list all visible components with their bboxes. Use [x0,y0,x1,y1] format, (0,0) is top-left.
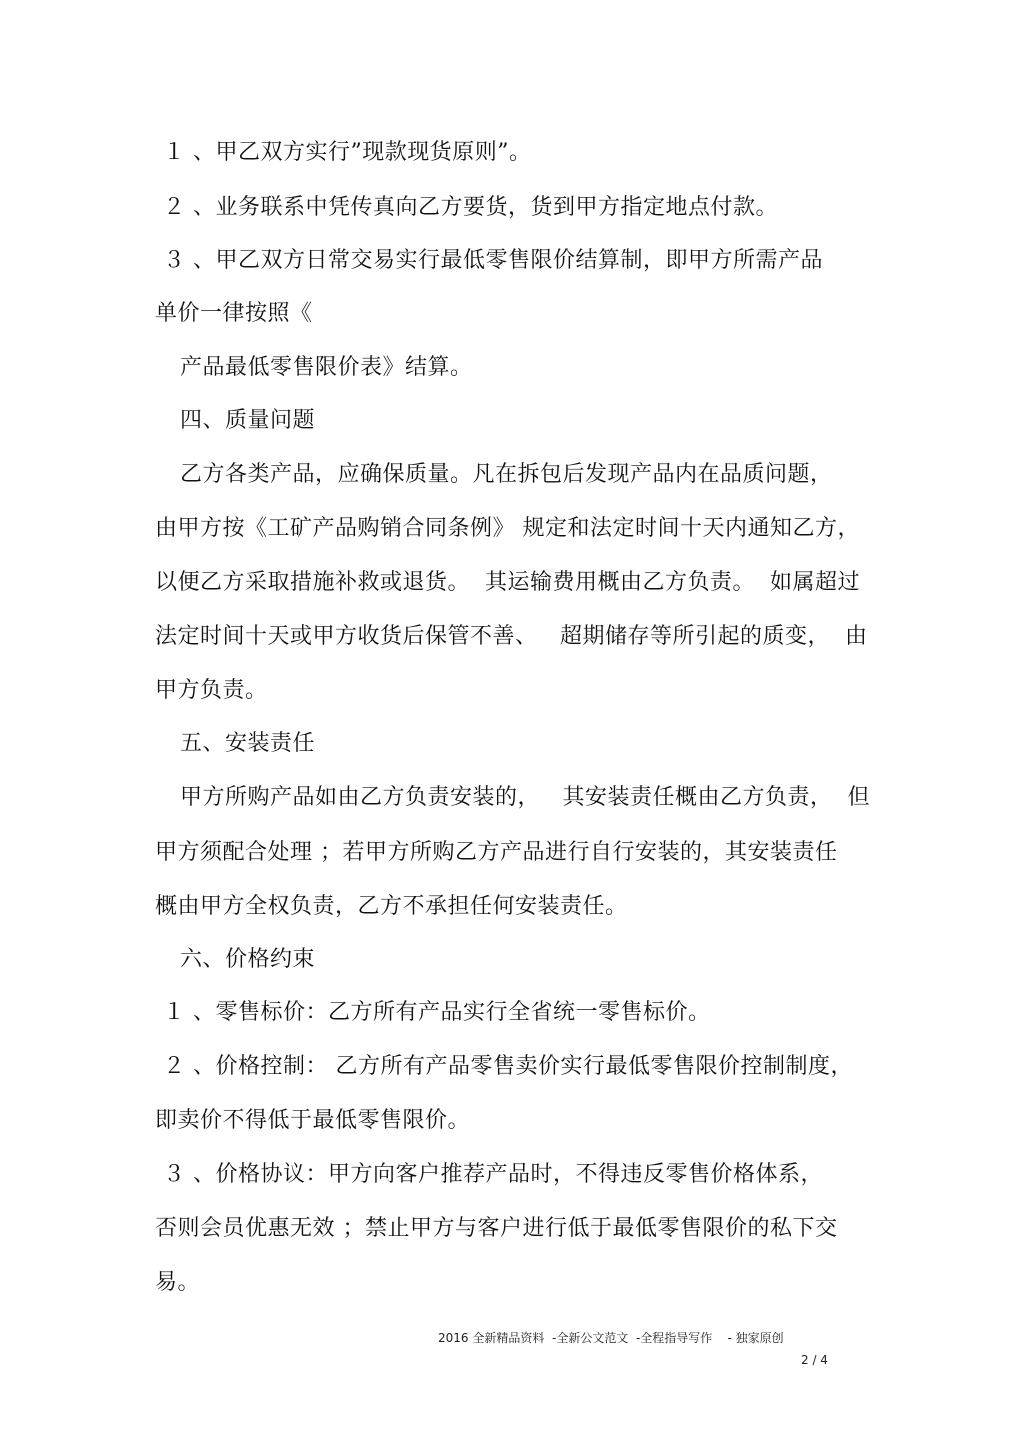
text-line: 概由甲方全权负责，乙方不承担任何安装责任。 [155,894,628,919]
text-line: １ 、零售标价：乙方所有产品实行全省统一零售标价。 [163,1000,711,1025]
section-heading: 四、质量问题 [180,408,316,433]
text-line: 单价一律按照《 [155,301,313,326]
text-line: ２ 、业务联系中凭传真向乙方要货，货到甲方指定地点付款。 [163,195,778,220]
text-line: ２ 、价格控制： 乙方所有产品零售卖价实行最低零售限价控制制度， [163,1054,853,1079]
section-heading: 五、安装责任 [180,731,316,756]
text-line: ３ 、价格协议：甲方向客户推荐产品时，不得违反零售价格体系， [163,1162,823,1187]
text-line: 产品最低零售限价表》结算。 [180,355,473,380]
text-line: 甲方所购产品如由乙方负责安装的， 其安装责任概由乙方负责， 但 [180,785,870,810]
section-heading: 六、价格约束 [180,947,316,972]
text-line: 否则会员优惠无效 ；禁止甲方与客户进行低于最低零售限价的私下交 [155,1216,838,1241]
text-line: 由甲方按《工矿产品购销合同条例》 规定和法定时间十天内通知乙方， [155,516,860,541]
text-line: 易。 [155,1270,201,1295]
text-line: １ 、甲乙双方实行”现款现货原则”。 [163,140,532,165]
text-line: ３ 、甲乙双方日常交易实行最低零售限价结算制，即甲方所需产品 [163,248,823,273]
text-line: 甲方须配合处理 ；若甲方所购乙方产品进行自行安装的，其安装责任 [155,840,838,865]
text-line: 乙方各类产品，应确保质量。凡在拆包后发现产品内在品质问题， [180,462,833,487]
text-line: 法定时间十天或甲方收货后保管不善、 超期储存等所引起的质变， 由 [155,624,868,649]
page-number: 2 / 4 [801,1353,828,1367]
footer-tagline: 2016 全新精品资料 -全新公文范文 -全程指导写作 - 独家原创 [438,1331,784,1345]
text-line: 甲方负责。 [155,678,268,703]
text-line: 以便乙方采取措施补救或退货。 其运输费用概由乙方负责。 如属超过 [155,570,860,595]
text-line: 即卖价不得低于最低零售限价。 [155,1108,471,1133]
